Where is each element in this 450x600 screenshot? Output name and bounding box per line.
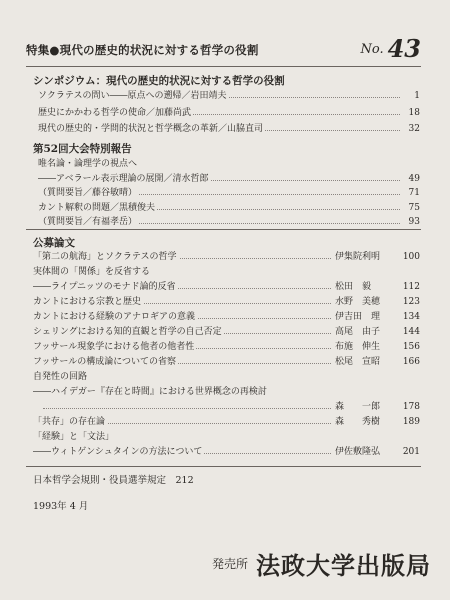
entry-author: 伊佐敷隆弘	[335, 447, 381, 457]
entry-author: 布施 伸生	[335, 342, 381, 352]
entry-page: 144	[402, 327, 420, 337]
header	[26, 34, 421, 64]
entry-title: ――ハイデガー『存在と時間』における世界概念の再検討	[33, 387, 267, 397]
toc-entry	[33, 401, 420, 413]
rules-entry: 日本哲学会規則・役員選挙規定 212	[33, 475, 194, 486]
entry-author: 伊吉田 理	[335, 312, 381, 322]
toc-entry	[33, 296, 420, 308]
entry-title: カントにおける宗教と歴史	[33, 297, 142, 307]
meeting-heading: 第52回大会特別報告	[33, 143, 132, 155]
entry-title: 唯名論・論理学の視点へ	[38, 159, 138, 169]
entry-page: 32	[408, 124, 420, 134]
entry-title: （質問要旨／藤谷敏晴）	[38, 188, 138, 198]
entry-page: 75	[408, 202, 420, 213]
toc-entry	[38, 202, 420, 214]
entry-author: 伊集院利明	[335, 252, 381, 262]
issue-value: 43	[387, 34, 421, 63]
entry-title: 「経験」と「文法」	[33, 432, 115, 442]
entry-author: 松尾 宣昭	[335, 357, 381, 367]
publisher-name: 法政大学出版局	[256, 551, 431, 580]
entry-title: 自発性の回路	[33, 372, 88, 382]
entry-page: 123	[402, 297, 420, 307]
publication-date: 1993年 4 月	[33, 501, 89, 512]
entry-title: 歴史にかかわる哲学の使命／加藤尚武	[38, 107, 192, 118]
issue-label: No.	[360, 42, 384, 57]
entry-title: シェリングにおける知的直観と哲学の自己否定	[33, 327, 222, 337]
footer-divider	[26, 466, 421, 467]
toc-entry	[38, 187, 420, 199]
entry-title: フッサール現象学における他者の他者性	[33, 342, 195, 352]
entry-title: ――ライプニッツのモナド論的反省	[33, 282, 176, 292]
toc-entry	[33, 266, 420, 278]
toc-entry	[38, 123, 420, 135]
toc-entry	[38, 90, 420, 102]
entry-title: 「第二の航海」とソクラテスの哲学	[33, 252, 177, 262]
toc-entry	[38, 158, 420, 170]
entry-title: ソクラテスの問い――原点への遡帰／岩田靖夫	[38, 91, 227, 101]
section-divider	[26, 229, 421, 230]
entry-title: 「共存」の存在論	[33, 417, 106, 427]
toc-entry	[33, 416, 420, 428]
entry-author: 森 秀樹	[335, 417, 381, 427]
entry-title: フッサールの構成論についての省察	[33, 357, 177, 367]
entry-title: ――アベラール表示理論の展開／清水哲郎	[38, 173, 209, 184]
toc-entry	[33, 431, 420, 443]
entry-title: ――ウィトゲンシュタインの方法について	[33, 447, 203, 457]
header-divider	[26, 66, 421, 67]
toc-entry	[33, 341, 420, 353]
toc-entry	[38, 107, 420, 119]
issue-number	[360, 34, 421, 63]
entry-title: （質問要旨／有福孝岳）	[38, 217, 138, 227]
toc-entry	[33, 251, 420, 263]
entry-page: 166	[402, 357, 420, 367]
toc-entry	[38, 216, 420, 228]
entry-author: 高尾 由子	[335, 327, 381, 337]
entry-title: カントにおける経験のアナロギアの意義	[33, 312, 196, 322]
entry-page: 178	[402, 402, 420, 412]
symposium-heading: シンポジウム：現代の歴史的状況に対する哲学の役割	[33, 75, 285, 87]
entry-page: 49	[408, 173, 420, 184]
publisher-label: 発売所	[212, 557, 249, 571]
toc-entry	[33, 311, 420, 323]
entry-page: 100	[402, 252, 420, 262]
entry-title: 現代の歴史的・学問的状況と哲学概念の革新／山脇直司	[38, 124, 264, 134]
special-feature-title: 特集●現代の歴史的状況に対する哲学の役割	[26, 43, 259, 57]
toc-entry	[33, 446, 420, 458]
entry-author: 水野 美穂	[335, 297, 381, 307]
entry-page: 134	[402, 312, 420, 322]
entry-author: 松田 毅	[335, 282, 372, 292]
toc-entry	[33, 326, 420, 338]
entry-page: 189	[402, 417, 420, 427]
entry-page: 18	[408, 107, 420, 118]
toc-entry	[33, 371, 420, 383]
entry-page: 112	[402, 282, 420, 292]
entry-page: 156	[402, 342, 420, 352]
toc-entry	[38, 173, 420, 185]
leader-dots	[43, 408, 331, 409]
entry-author: 森 一郎	[335, 402, 381, 412]
entry-page: 93	[408, 217, 420, 227]
entry-page: 71	[408, 188, 420, 198]
papers-heading: 公募論文	[33, 237, 75, 249]
toc-entry	[33, 356, 420, 368]
toc-entry	[33, 386, 420, 398]
entry-title: カント解釈の問題／黒積俊夫	[38, 202, 156, 213]
entry-page: 1	[414, 91, 420, 101]
entry-title: 実体間の「関係」を反省する	[33, 267, 151, 277]
entry-page: 201	[402, 447, 420, 457]
toc-entry	[33, 281, 420, 293]
